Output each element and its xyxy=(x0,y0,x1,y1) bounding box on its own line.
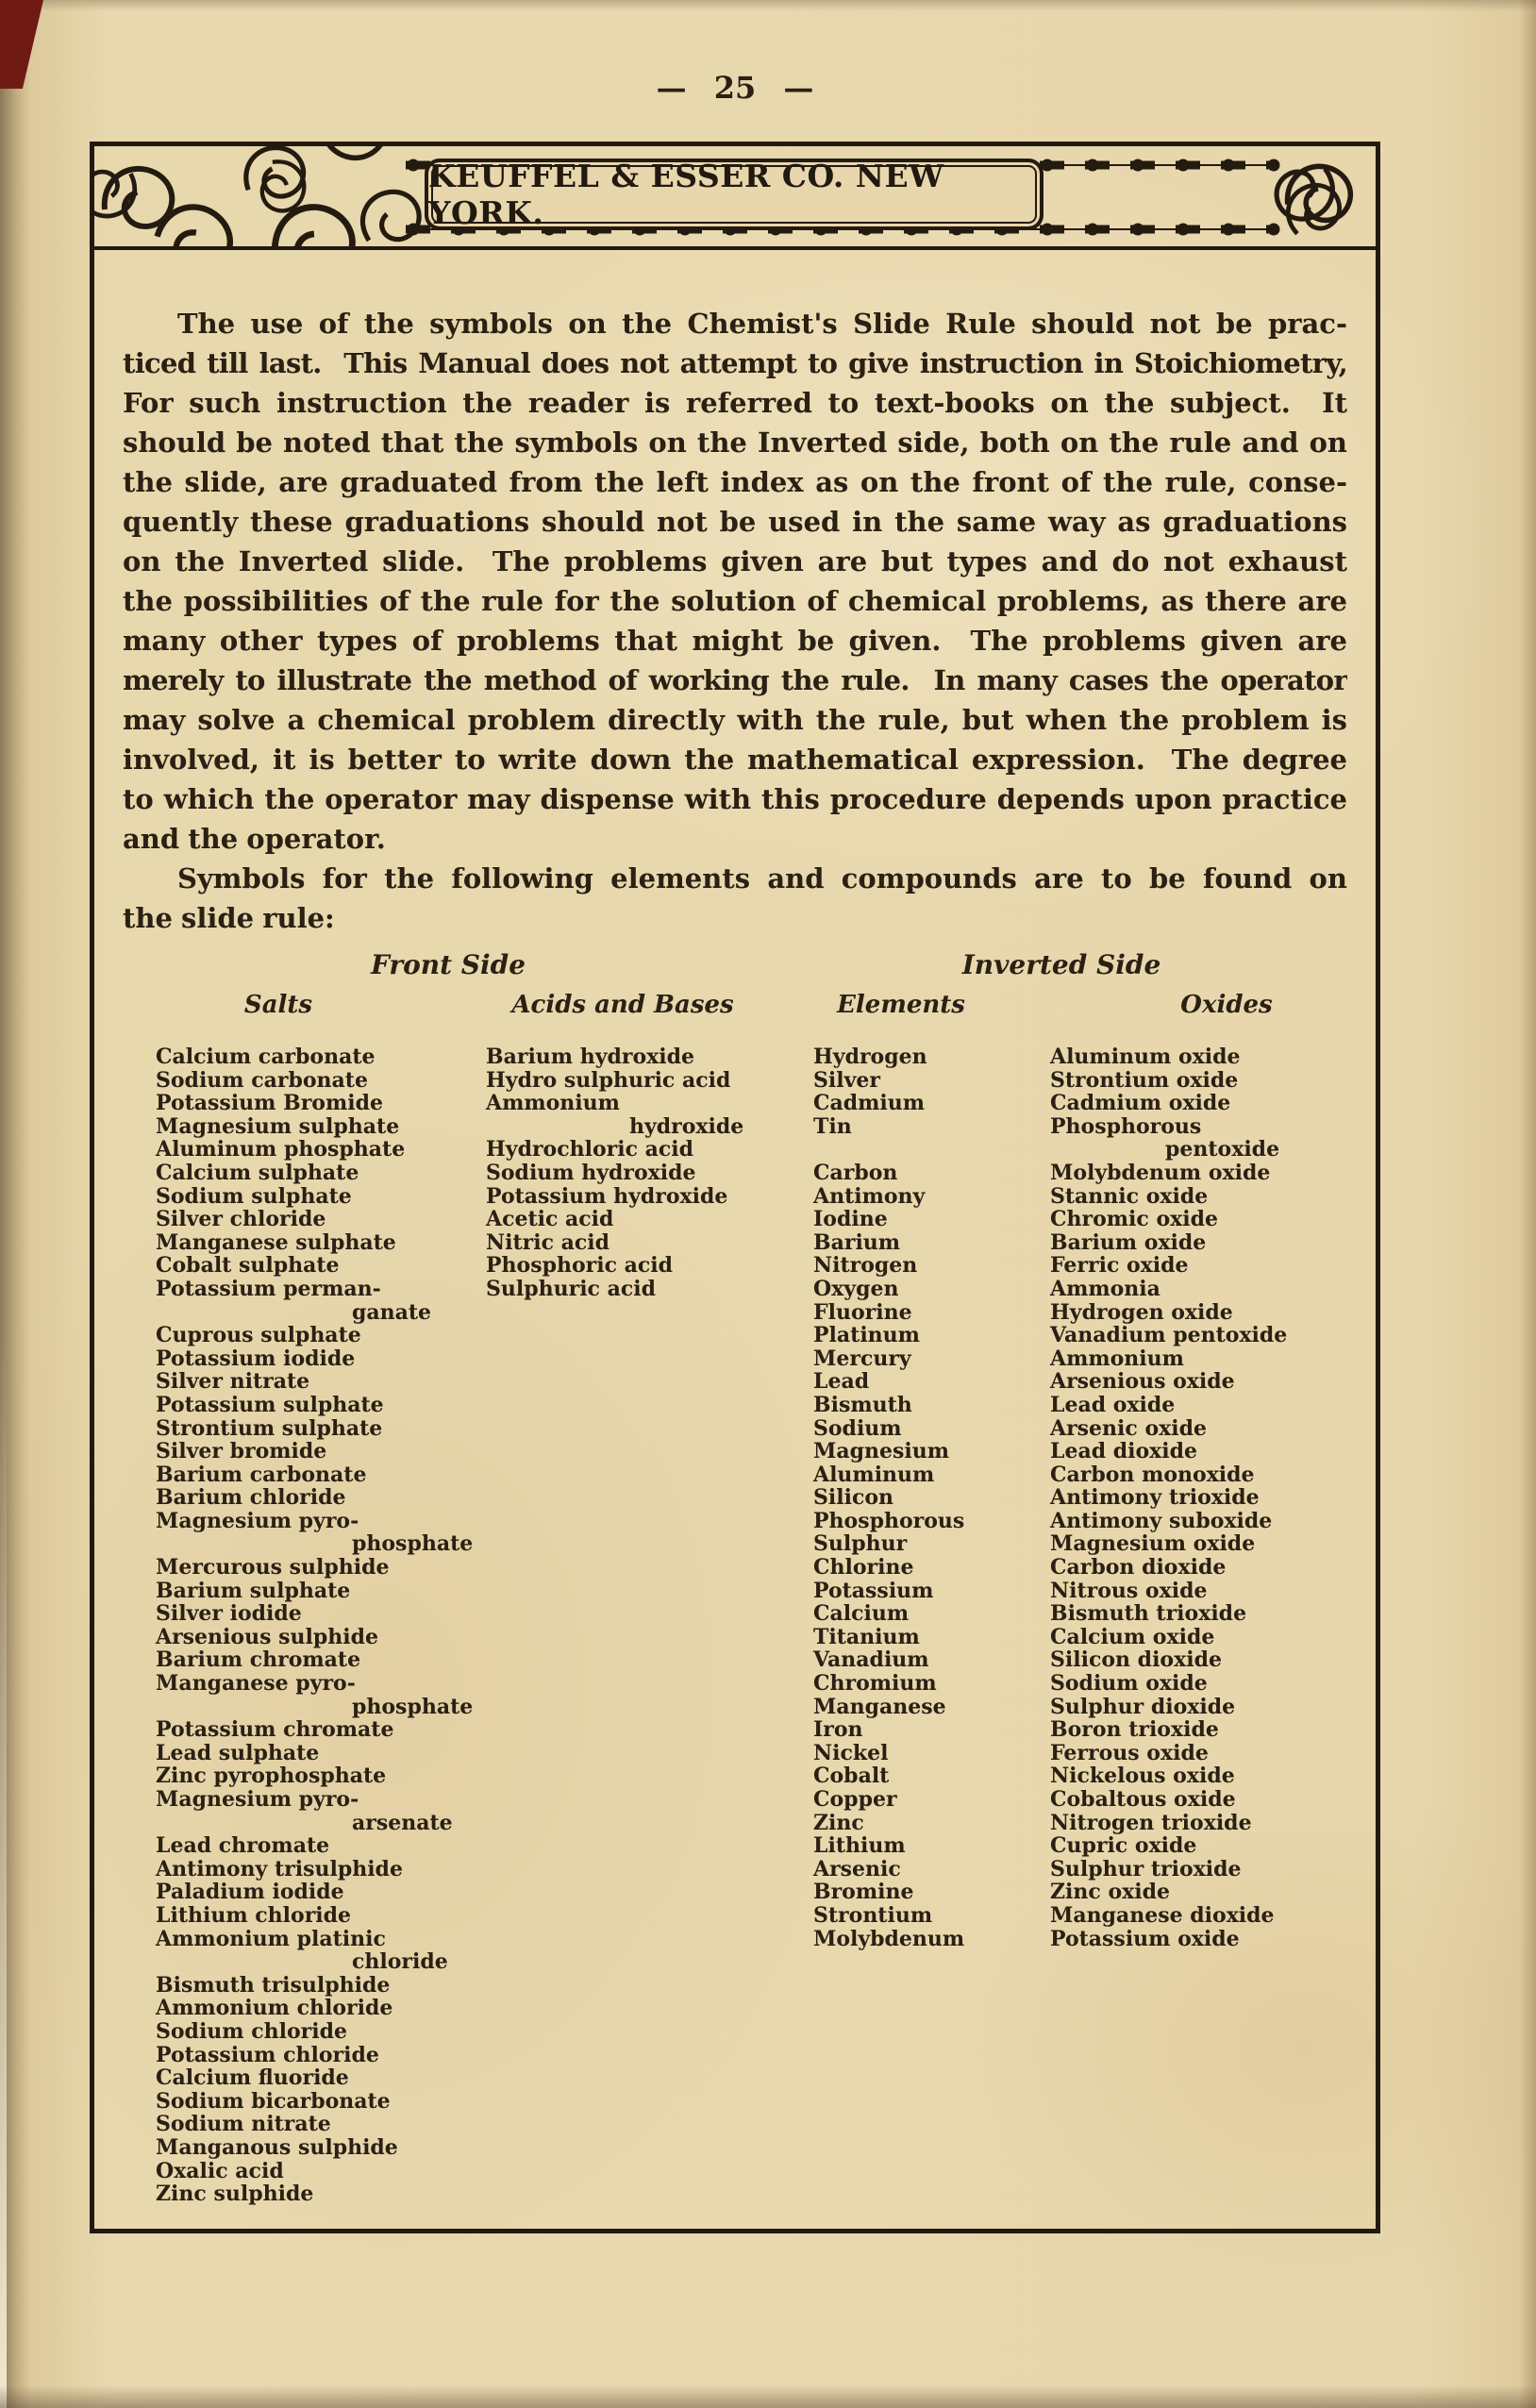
paragraph-line: and the operator. xyxy=(123,823,386,855)
salts-list-item: Calcium fluoride xyxy=(156,2065,349,2091)
inverted-side-header: Inverted Side xyxy=(961,949,1161,980)
page-left-edge-highlight xyxy=(0,1323,7,2408)
oxides-list-item: Molybdenum oxide xyxy=(1050,1160,1271,1185)
oxides-list-item: Boron trioxide xyxy=(1050,1717,1219,1743)
banner-scroll-ornament-right xyxy=(1268,157,1351,245)
oxides-list-item: Cadmium oxide xyxy=(1050,1091,1231,1116)
oxides-list-item: Silicon dioxide xyxy=(1050,1647,1222,1673)
salts-list-item: Potassium sulphate xyxy=(156,1392,384,1417)
oxides-list-item: Arsenious oxide xyxy=(1050,1369,1235,1395)
salts-list-item: Magnesium pyro- xyxy=(156,1787,359,1812)
salts-list-item: Manganous sulphide xyxy=(156,2134,398,2160)
salts-list-item: Lithium chloride xyxy=(156,1902,352,1928)
paragraph-line: the possibilities of the rule for the solution of chemical problems, as there are xyxy=(123,585,1347,617)
salts-list-item: Calcium sulphate xyxy=(156,1160,359,1185)
elements-list-item: Phosphorous xyxy=(813,1508,965,1533)
oxides-list-item: Potassium oxide xyxy=(1050,1926,1240,1951)
salts-list-item: Ammonium platinic xyxy=(156,1926,386,1951)
elements-list-item: Fluorine xyxy=(813,1299,912,1325)
salts-list-item: ganate xyxy=(352,1299,432,1325)
oxides-list-item: Stannic oxide xyxy=(1050,1183,1209,1209)
elements-list-item: Cobalt xyxy=(813,1764,890,1789)
salts-list-item: Arsenious sulphide xyxy=(156,1624,378,1649)
front-side-header: Front Side xyxy=(370,949,526,980)
elements-list-item: Molybdenum xyxy=(813,1926,965,1951)
column-header-salts: Salts xyxy=(243,991,313,1019)
salts-list-item: Barium chromate xyxy=(156,1647,361,1673)
elements-list-item: Antimony xyxy=(813,1183,926,1209)
page-top-shadow xyxy=(0,0,1536,11)
oxides-list-item: Nitrous oxide xyxy=(1050,1578,1208,1603)
banner-scroll-ornament-left xyxy=(94,146,427,246)
salts-list-item: Sodium nitrate xyxy=(156,2112,331,2137)
salts-list-item: Lead sulphate xyxy=(156,1740,320,1765)
elements-list-item: Bismuth xyxy=(813,1392,912,1417)
paragraph-line: ticed till last. This Manual does not attempt to give instruction in Stoichiometry, xyxy=(123,347,1347,379)
content-frame xyxy=(90,142,1380,2233)
acids-list-item: Sodium hydroxide xyxy=(486,1160,696,1185)
salts-list-item: chloride xyxy=(352,1949,448,1975)
oxides-list-item: Strontium oxide xyxy=(1050,1067,1239,1093)
publisher-banner xyxy=(94,146,1376,250)
salts-list-item: Silver chloride xyxy=(156,1207,326,1232)
oxides-list-item: Lead dioxide xyxy=(1050,1439,1198,1464)
elements-list-item: Tin xyxy=(813,1113,852,1139)
oxides-list-item: Ammonia xyxy=(1050,1276,1160,1301)
salts-list-item: Manganese pyro- xyxy=(156,1671,356,1697)
oxides-list-item: Barium oxide xyxy=(1050,1229,1207,1255)
salts-list-item: Mercurous sulphide xyxy=(156,1555,390,1580)
salts-list-item: Cobalt sulphate xyxy=(156,1253,340,1279)
paragraph-line: on the Inverted slide. The problems given are but types and do not exhaust xyxy=(123,545,1347,577)
salts-list-item: Potassium chromate xyxy=(156,1717,394,1743)
salts-list-item: Aluminum phosphate xyxy=(156,1137,406,1162)
chemical-lists xyxy=(94,1045,1376,2229)
salts-list-item: Strontium sulphate xyxy=(156,1415,383,1441)
elements-column xyxy=(813,1045,1044,1950)
elements-list-item: Vanadium xyxy=(813,1647,929,1673)
oxides-list-item: Antimony trioxide xyxy=(1050,1485,1260,1511)
paragraph-line: Symbols for the following elements and compounds are to be found on xyxy=(177,862,1347,895)
elements-list-item: Aluminum xyxy=(813,1462,935,1487)
publisher-cartouche xyxy=(425,159,1043,230)
acids-and-bases-column xyxy=(486,1045,816,1301)
paragraph-line: For such instruction the reader is referred to text-books on the subject. It xyxy=(123,387,1347,419)
acids-list-item: Acetic acid xyxy=(486,1207,614,1232)
elements-list-item: Silicon xyxy=(813,1485,894,1511)
elements-list-item: Magnesium xyxy=(813,1439,949,1464)
elements-list-item: Chlorine xyxy=(813,1555,914,1580)
column-header-acids-and-bases: Acids and Bases xyxy=(511,991,734,1019)
salts-list-item: Bismuth trisulphide xyxy=(156,1972,391,1998)
page-right-edge-shadow xyxy=(1519,0,1536,2408)
elements-list-item: Copper xyxy=(813,1787,897,1812)
elements-list-item xyxy=(813,1138,1044,1162)
elements-list-item: Sulphur xyxy=(813,1531,908,1557)
paragraph-line: many other types of problems that might be given. The problems given are xyxy=(123,625,1347,657)
salts-list-item: Antimony trisulphide xyxy=(156,1856,403,1881)
elements-list-item: Nitrogen xyxy=(813,1253,918,1279)
intro-paragraph xyxy=(123,304,1347,938)
salts-list-item: Silver bromide xyxy=(156,1439,327,1464)
paragraph-line: may solve a chemical problem directly with the rule, but when the problem is xyxy=(123,704,1347,736)
elements-list-item: Oxygen xyxy=(813,1276,899,1301)
elements-list-item: Bromine xyxy=(813,1880,914,1905)
elements-list-item: Barium xyxy=(813,1229,901,1255)
elements-list-item: Strontium xyxy=(813,1902,933,1928)
oxides-list-item: Carbon monoxide xyxy=(1050,1462,1255,1487)
salts-list-item: Barium sulphate xyxy=(156,1578,351,1603)
salts-list-item: Oxalic acid xyxy=(156,2158,284,2183)
salts-list-item: Barium chloride xyxy=(156,1485,346,1511)
salts-list-item: Manganese sulphate xyxy=(156,1229,396,1255)
elements-list-item: Lead xyxy=(813,1369,870,1395)
oxides-list-item: Zinc oxide xyxy=(1050,1880,1170,1905)
oxides-list-item: Calcium oxide xyxy=(1050,1624,1215,1649)
acids-list-item: Barium hydroxide xyxy=(486,1045,695,1069)
paragraph-line: should be noted that the symbols on the Inverted side, both on the rule and on xyxy=(123,426,1347,459)
salts-list-item: Cuprous sulphate xyxy=(156,1323,361,1348)
acids-list-item: hydroxide xyxy=(629,1113,744,1139)
salts-list-item: Barium carbonate xyxy=(156,1462,367,1487)
oxides-list-item: Arsenic oxide xyxy=(1050,1415,1207,1441)
salts-list-item: arsenate xyxy=(352,1810,453,1835)
acids-list-item: Hydro sulphuric acid xyxy=(486,1067,731,1093)
elements-list-item: Platinum xyxy=(813,1323,920,1348)
salts-list-item: Ammonium chloride xyxy=(156,1996,393,2021)
oxides-list-item: Sulphur dioxide xyxy=(1050,1694,1236,1719)
oxides-list-item: Magnesium oxide xyxy=(1050,1531,1256,1557)
paragraph-line: merely to illustrate the method of working the rule. In many cases the operator xyxy=(123,664,1347,696)
salts-list-item: Potassium chloride xyxy=(156,2042,379,2067)
oxides-list-item: Cobaltous oxide xyxy=(1050,1787,1236,1812)
paragraph-line: the slide rule: xyxy=(123,902,335,934)
elements-list-item: Iron xyxy=(813,1717,863,1743)
oxides-list-item: Phosphorous xyxy=(1050,1113,1202,1139)
elements-list-item: Carbon xyxy=(813,1160,898,1185)
salts-list-item: Potassium Bromide xyxy=(156,1091,383,1116)
elements-list-item: Hydrogen xyxy=(813,1045,927,1069)
page-number: — 25 — xyxy=(656,70,814,106)
elements-list-item: Manganese xyxy=(813,1694,946,1719)
oxides-list-item: Antimony suboxide xyxy=(1050,1508,1273,1533)
oxides-list-item: Hydrogen oxide xyxy=(1050,1299,1233,1325)
acids-list-item: Sulphuric acid xyxy=(486,1276,657,1301)
paragraph-line: The use of the symbols on the Chemist's Slide Rule should not be prac- xyxy=(177,308,1347,340)
table-side-headers xyxy=(94,949,1376,991)
elements-list-item: Chromium xyxy=(813,1671,937,1697)
elements-list-item: Nickel xyxy=(813,1740,889,1765)
salts-list-item: Sodium bicarbonate xyxy=(156,2088,391,2114)
elements-list-item: Lithium xyxy=(813,1833,906,1859)
elements-list-item: Mercury xyxy=(813,1346,911,1371)
elements-list-item: Potassium xyxy=(813,1578,934,1603)
page-left-edge-shadow xyxy=(0,0,30,2408)
salts-list-item: Potassium iodide xyxy=(156,1346,356,1371)
column-header-oxides: Oxides xyxy=(1180,991,1273,1019)
oxides-list-item: Carbon dioxide xyxy=(1050,1555,1227,1580)
salts-list-item: Sodium sulphate xyxy=(156,1183,352,1209)
oxides-list-item: Cupric oxide xyxy=(1050,1833,1197,1859)
paragraph-line: quently these graduations should not be used in the same way as graduations xyxy=(123,506,1347,538)
salts-list-item: Paladium iodide xyxy=(156,1880,344,1905)
oxides-list-item: pentoxide xyxy=(1165,1137,1280,1162)
elements-list-item: Iodine xyxy=(813,1207,888,1232)
oxides-list-item: Ferrous oxide xyxy=(1050,1740,1209,1765)
salts-column xyxy=(156,1045,486,2206)
salts-list-item: phosphate xyxy=(352,1531,474,1557)
oxides-list-item: Aluminum oxide xyxy=(1050,1045,1241,1069)
salts-list-item: Calcium carbonate xyxy=(156,1045,376,1069)
salts-list-item: Magnesium sulphate xyxy=(156,1113,400,1139)
salts-list-item: Silver iodide xyxy=(156,1601,302,1627)
acids-list-item: Hydrochloric acid xyxy=(486,1137,694,1162)
oxides-list-item: Manganese dioxide xyxy=(1050,1902,1275,1928)
salts-list-item: Sodium carbonate xyxy=(156,1067,368,1093)
paragraph-line: the slide, are graduated from the left index as on the front of the rule, conse- xyxy=(123,466,1347,498)
salts-list-item: Sodium chloride xyxy=(156,2018,347,2044)
oxides-list-item: Nitrogen trioxide xyxy=(1050,1810,1252,1835)
salts-list-item: Zinc pyrophosphate xyxy=(156,1764,387,1789)
book-cover-corner xyxy=(0,0,43,89)
paragraph-line: to which the operator may dispense with this procedure depends upon practice xyxy=(123,783,1347,815)
oxides-column xyxy=(1050,1045,1378,1950)
page-bottom-shadow xyxy=(0,2385,1536,2408)
acids-list-item: Ammonium xyxy=(486,1091,620,1116)
elements-list-item: Arsenic xyxy=(813,1856,901,1881)
acids-list-item: Potassium hydroxide xyxy=(486,1183,728,1209)
oxides-list-item: Nickelous oxide xyxy=(1050,1764,1235,1789)
oxides-list-item: Ammonium xyxy=(1050,1346,1184,1371)
salts-list-item: Silver nitrate xyxy=(156,1369,310,1395)
elements-list-item: Calcium xyxy=(813,1601,910,1627)
salts-list-item: phosphate xyxy=(352,1694,474,1719)
acids-list-item: Nitric acid xyxy=(486,1229,610,1255)
acids-list-item: Phosphoric acid xyxy=(486,1253,674,1279)
salts-list-item: Zinc sulphide xyxy=(156,2182,314,2207)
salts-list-item: Magnesium pyro- xyxy=(156,1508,359,1533)
oxides-list-item: Sodium oxide xyxy=(1050,1671,1208,1697)
column-header-elements: Elements xyxy=(837,991,965,1019)
elements-list-item: Silver xyxy=(813,1067,880,1093)
salts-list-item: Potassium perman- xyxy=(156,1276,381,1301)
oxides-list-item: Vanadium pentoxide xyxy=(1050,1323,1288,1348)
elements-list-item: Titanium xyxy=(813,1624,920,1649)
salts-list-item: Lead chromate xyxy=(156,1833,330,1859)
oxides-list-item: Ferric oxide xyxy=(1050,1253,1189,1279)
elements-list-item: Zinc xyxy=(813,1810,864,1835)
elements-list-item: Sodium xyxy=(813,1415,902,1441)
table-column-headers xyxy=(94,991,1376,1038)
oxides-list-item: Chromic oxide xyxy=(1050,1207,1218,1232)
oxides-list-item: Lead oxide xyxy=(1050,1392,1176,1417)
publisher-name: KEUFFEL & ESSER CO. NEW YORK. xyxy=(428,158,944,231)
elements-list-item: Cadmium xyxy=(813,1091,926,1116)
oxides-list-item: Bismuth trioxide xyxy=(1050,1601,1247,1627)
oxides-list-item: Sulphur trioxide xyxy=(1050,1856,1242,1881)
paragraph-line: involved, it is better to write down the mathematical expression. The degree xyxy=(123,744,1347,776)
